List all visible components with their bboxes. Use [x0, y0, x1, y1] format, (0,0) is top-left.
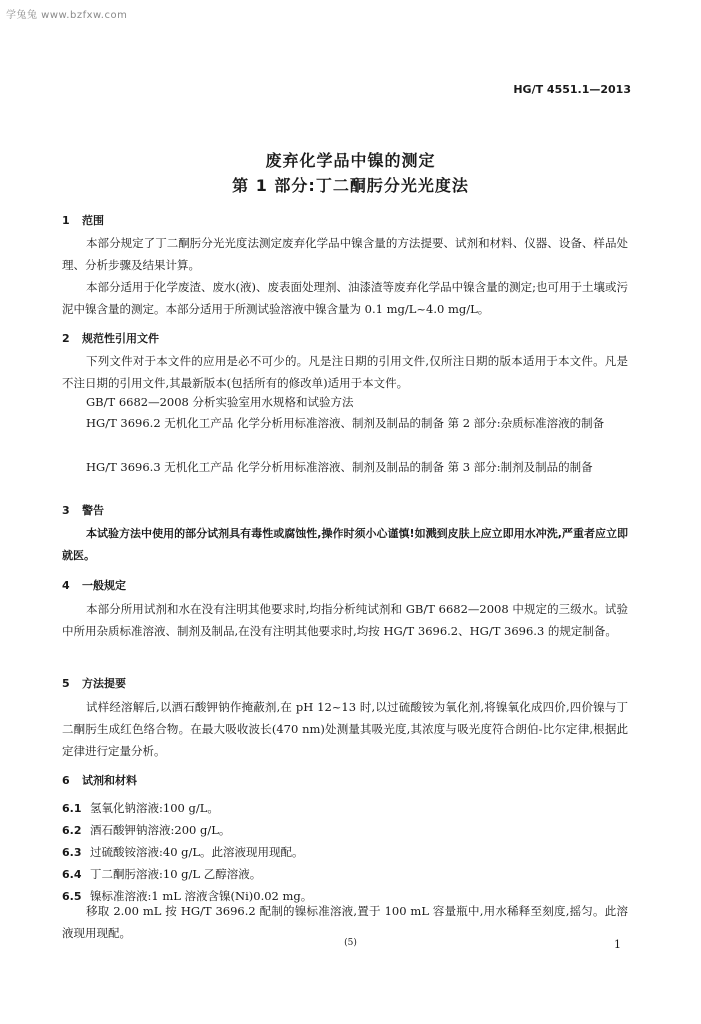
reagent-text: 氢氧化钠溶液:100 g/L。 [90, 801, 219, 815]
section-number: 4 [62, 579, 70, 592]
section-1-paragraph-1: 本部分规定了丁二酮肟分光光度法测定废弃化学品中镍含量的方法提要、试剂和材料、仪器、设备、样品处理、分析步骤及结果计算。 [62, 236, 628, 272]
reagent-text: 丁二酮肟溶液:10 g/L 乙醇溶液。 [90, 867, 262, 881]
section-title: 一般规定 [82, 579, 126, 592]
reagent-number: 6.3 [62, 846, 82, 859]
reagent-text: 镍标准溶液:1 mL 溶液含镍(Ni)0.02 mg。 [90, 889, 313, 903]
document-id: HG/T 4551.1—2013 [513, 83, 631, 96]
reference-hg-t-3696-3: HG/T 3696.3 无机化工产品 化学分析用标准溶液、制剂及制品的制备 第 3 部分:制剂及制品的制备 [86, 460, 593, 474]
section-title: 警告 [82, 504, 104, 517]
section-5-paragraph-1: 试样经溶解后,以酒石酸钾钠作掩蔽剂,在 pH 12~13 时,以过硫酸铵为氧化剂,将镍氧化成四价,四价镍与丁二酮肟生成红色络合物。在最大吸收波长(470 nm)处测量其吸光度,其浓度与吸光度符合朗伯-比尔定律,根据此定律进行定量分析。 [62, 700, 628, 758]
watermark-text: 学兔兔 www.bzfxw.com [6, 10, 128, 21]
section-number: 6 [62, 774, 70, 787]
reagent-number: 6.1 [62, 802, 82, 815]
section-4-paragraph-1: 本部分所用试剂和水在没有注明其他要求时,均指分析纯试剂和 GB/T 6682—2008 中规定的三级水。试验中所用杂质标准溶液、制剂及制品,在没有注明其他要求时,均按 HG/T 3696.2、HG/T 3696.3 的规定制备。 [62, 602, 628, 638]
reagent-text: 过硫酸铵溶液:40 g/L。此溶液现用现配。 [90, 845, 304, 859]
section-number: 3 [62, 504, 70, 517]
section-title: 试剂和材料 [82, 774, 137, 787]
document-subtitle: 第 1 部分:丁二酮肟分光光度法 [232, 176, 469, 195]
section-1-paragraph-2: 本部分适用于化学废渣、废水(液)、废表面处理剂、油漆渣等废弃化学品中镍含量的测定;也可用于土壤或污泥中镍含量的测定。本部分适用于所测试验溶液中镍含量为 0.1 mg/L~4.0 mg/L。 [62, 280, 628, 316]
section-title: 方法提要 [82, 677, 126, 690]
section-3-heading [62, 502, 104, 518]
page-number: 1 [614, 938, 621, 951]
section-2-heading [62, 330, 159, 346]
document-title: 废弃化学品中镍的测定 [265, 151, 436, 170]
reference-hg-t-3696-2: HG/T 3696.2 无机化工产品 化学分析用标准溶液、制剂及制品的制备 第 2 部分:杂质标准溶液的制备 [86, 416, 605, 430]
section-number: 1 [62, 214, 70, 227]
section-5-heading [62, 675, 126, 691]
section-6-5-paragraph: 移取 2.00 mL 按 HG/T 3696.2 配制的镍标准溶液,置于 100 mL 容量瓶中,用水稀释至刻度,摇匀。此溶液现用现配。 [62, 904, 628, 940]
reagent-text: 酒石酸钾钠溶液:200 g/L。 [90, 823, 231, 837]
reagent-item [62, 822, 230, 838]
section-number: 5 [62, 677, 70, 690]
section-title: 规范性引用文件 [82, 332, 159, 345]
section-title: 范围 [82, 214, 104, 227]
reference-gb-t-6682: GB/T 6682—2008 分析实验室用水规格和试验方法 [86, 395, 354, 409]
reagent-item [62, 866, 261, 882]
warning-paragraph: 本试验方法中使用的部分试剂具有毒性或腐蚀性,操作时须小心谨慎!如溅到皮肤上应立即用水冲洗,严重者应立即就医。 [62, 527, 628, 562]
footer-page-marker: (5) [344, 938, 357, 948]
reagent-item [62, 844, 304, 860]
section-4-heading [62, 577, 126, 593]
reagent-number: 6.5 [62, 890, 82, 903]
reagent-item [62, 800, 219, 816]
section-2-paragraph-1: 下列文件对于本文件的应用是必不可少的。凡是注日期的引用文件,仅所注日期的版本适用于本文件。凡是不注日期的引用文件,其最新版本(包括所有的修改单)适用于本文件。 [62, 354, 628, 390]
section-number: 2 [62, 332, 70, 345]
section-1-heading [62, 212, 104, 228]
section-6-heading [62, 772, 137, 788]
reagent-number: 6.2 [62, 824, 82, 837]
reagent-number: 6.4 [62, 868, 82, 881]
